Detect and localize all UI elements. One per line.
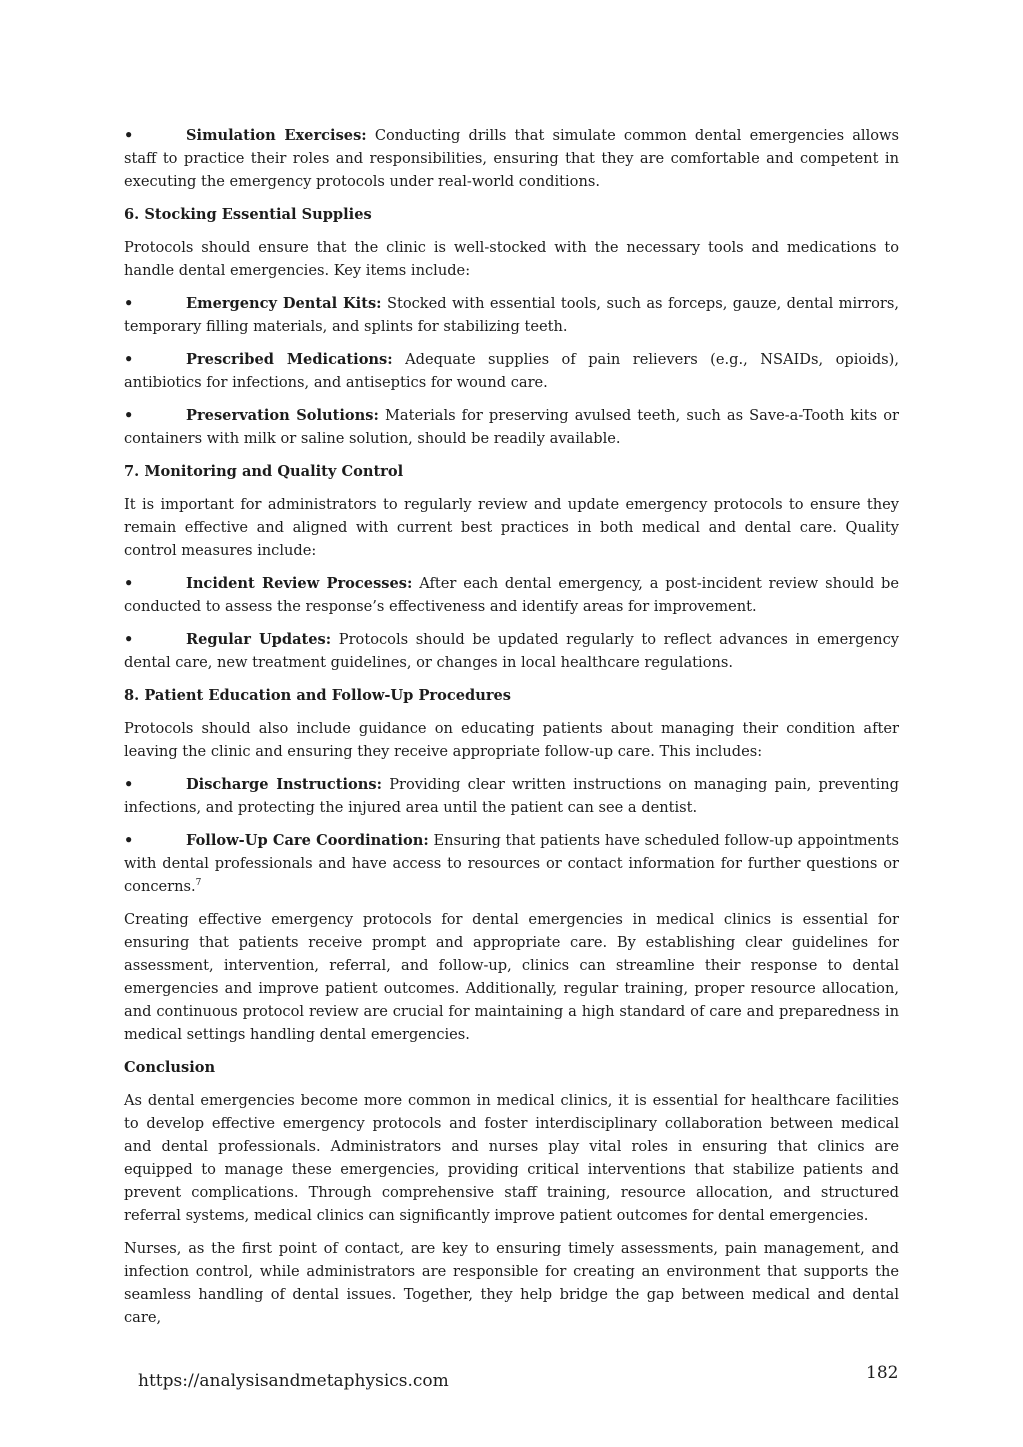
paragraph: Nurses, as the first point of contact, are key to ensuring timely assessments, pain management, and infection control, while administrators are responsible for creating an environment that supports the seamless handling of dental issues. Together, they help bridge the gap between medical and dental care, [124,1240,899,1326]
section-heading: 8. Patient Education and Follow-Up Procedures [124,687,512,704]
bullet-icon: • [124,631,134,648]
bullet-item [124,829,899,898]
bullet-text: After each dental emergency, a post-incident review should be conducted to assess the response’s effectiveness and identify areas for improvement. [124,575,899,615]
bullet-item [124,572,899,618]
bullet-term: Prescribed Medications: [186,351,393,368]
bullet-icon: • [124,832,134,849]
bullet-text: Providing clear written instructions on managing pain, preventing infections, and protecting the injured area until the patient can see a dentist. [124,776,899,816]
paragraph: Protocols should also include guidance on educating patients about managing their condition after leaving the clinic and ensuring they receive appropriate follow-up care. This includes: [124,720,899,760]
bullet-term: Emergency Dental Kits: [186,295,382,312]
paragraph: Creating effective emergency protocols for dental emergencies in medical clinics is essential for ensuring that patients receive prompt and appropriate care. By establishing clear guidelines for assessment, intervention, referral, and follow-up, clinics can streamline their response to dental emergencies and improve patient outcomes. Additionally, regular training, proper resource allocation, and continuous protocol review are crucial for maintaining a high standard of care and preparedness in medical settings handling dental emergencies. [124,911,899,1043]
page-number: 182 [866,1363,899,1383]
bullet-term: Incident Review Processes: [186,575,413,592]
bullet-term: Regular Updates: [186,631,332,648]
bullet-term: Simulation Exercises: [186,127,367,144]
bullet-text: Materials for preserving avulsed teeth, such as Save-a-Tooth kits or containers with milk or saline solution, should be readily available. [124,407,900,447]
bullet-text: Ensuring that patients have scheduled follow-up appointments with dental professionals and have access to resources or contact information for further questions or concerns. [124,832,899,895]
bullet-item [124,628,899,674]
bullet-icon: • [124,776,134,793]
bullet-text: Stocked with essential tools, such as forceps, gauze, dental mirrors, temporary filling materials, and splints for stabilizing teeth. [124,295,899,335]
bullet-text: Conducting drills that simulate common dental emergencies allows staff to practice their roles and responsibilities, ensuring that they are comfortable and competent in executing the emergency protocols under real-world conditions. [124,127,900,190]
bullet-icon: • [124,295,134,312]
paragraph: It is important for administrators to regularly review and update emergency protocols to ensure they remain effective and aligned with current best practices in both medical and dental care. Quality control measures include: [124,496,899,559]
bullet-icon: • [124,407,134,424]
bullet-item [124,773,899,819]
bullet-item [124,292,899,338]
bullet-text: Adequate supplies of pain relievers (e.g., NSAIDs, opioids), antibiotics for infections, and antiseptics for wound care. [124,351,900,391]
bullet-term: Preservation Solutions: [186,407,379,424]
document-body [124,124,899,1339]
bullet-icon: • [124,351,134,368]
bullet-text: Protocols should be updated regularly to reflect advances in emergency dental care, new treatment guidelines, or changes in local healthcare regulations. [124,631,899,671]
paragraph: As dental emergencies become more common in medical clinics, it is essential for healthcare facilities to develop effective emergency protocols and foster interdisciplinary collaboration between medical and dental professionals. Administrators and nurses play vital roles in ensuring that clinics are equipped to manage these emergencies, providing critical interventions that stabilize patients and prevent complications. Through comprehensive staff training, resource allocation, and structured referral systems, medical clinics can significantly improve patient outcomes for dental emergencies. [124,1092,899,1224]
bullet-term: Discharge Instructions: [186,776,383,793]
bullet-item [124,348,899,394]
bullet-item [124,124,899,193]
footnote-reference: 7 [195,878,202,889]
section-heading: 6. Stocking Essential Supplies [124,206,372,223]
paragraph: Protocols should ensure that the clinic is well-stocked with the necessary tools and medications to handle dental emergencies. Key items include: [124,239,899,279]
bullet-icon: • [124,127,134,144]
bullet-icon: • [124,575,134,592]
footer-url: https://analysisandmetaphysics.com [138,1371,449,1391]
bullet-item [124,404,899,450]
section-heading: 7. Monitoring and Quality Control [124,463,404,480]
bullet-term: Follow-Up Care Coordination: [186,832,429,849]
section-heading: Conclusion [124,1059,216,1076]
